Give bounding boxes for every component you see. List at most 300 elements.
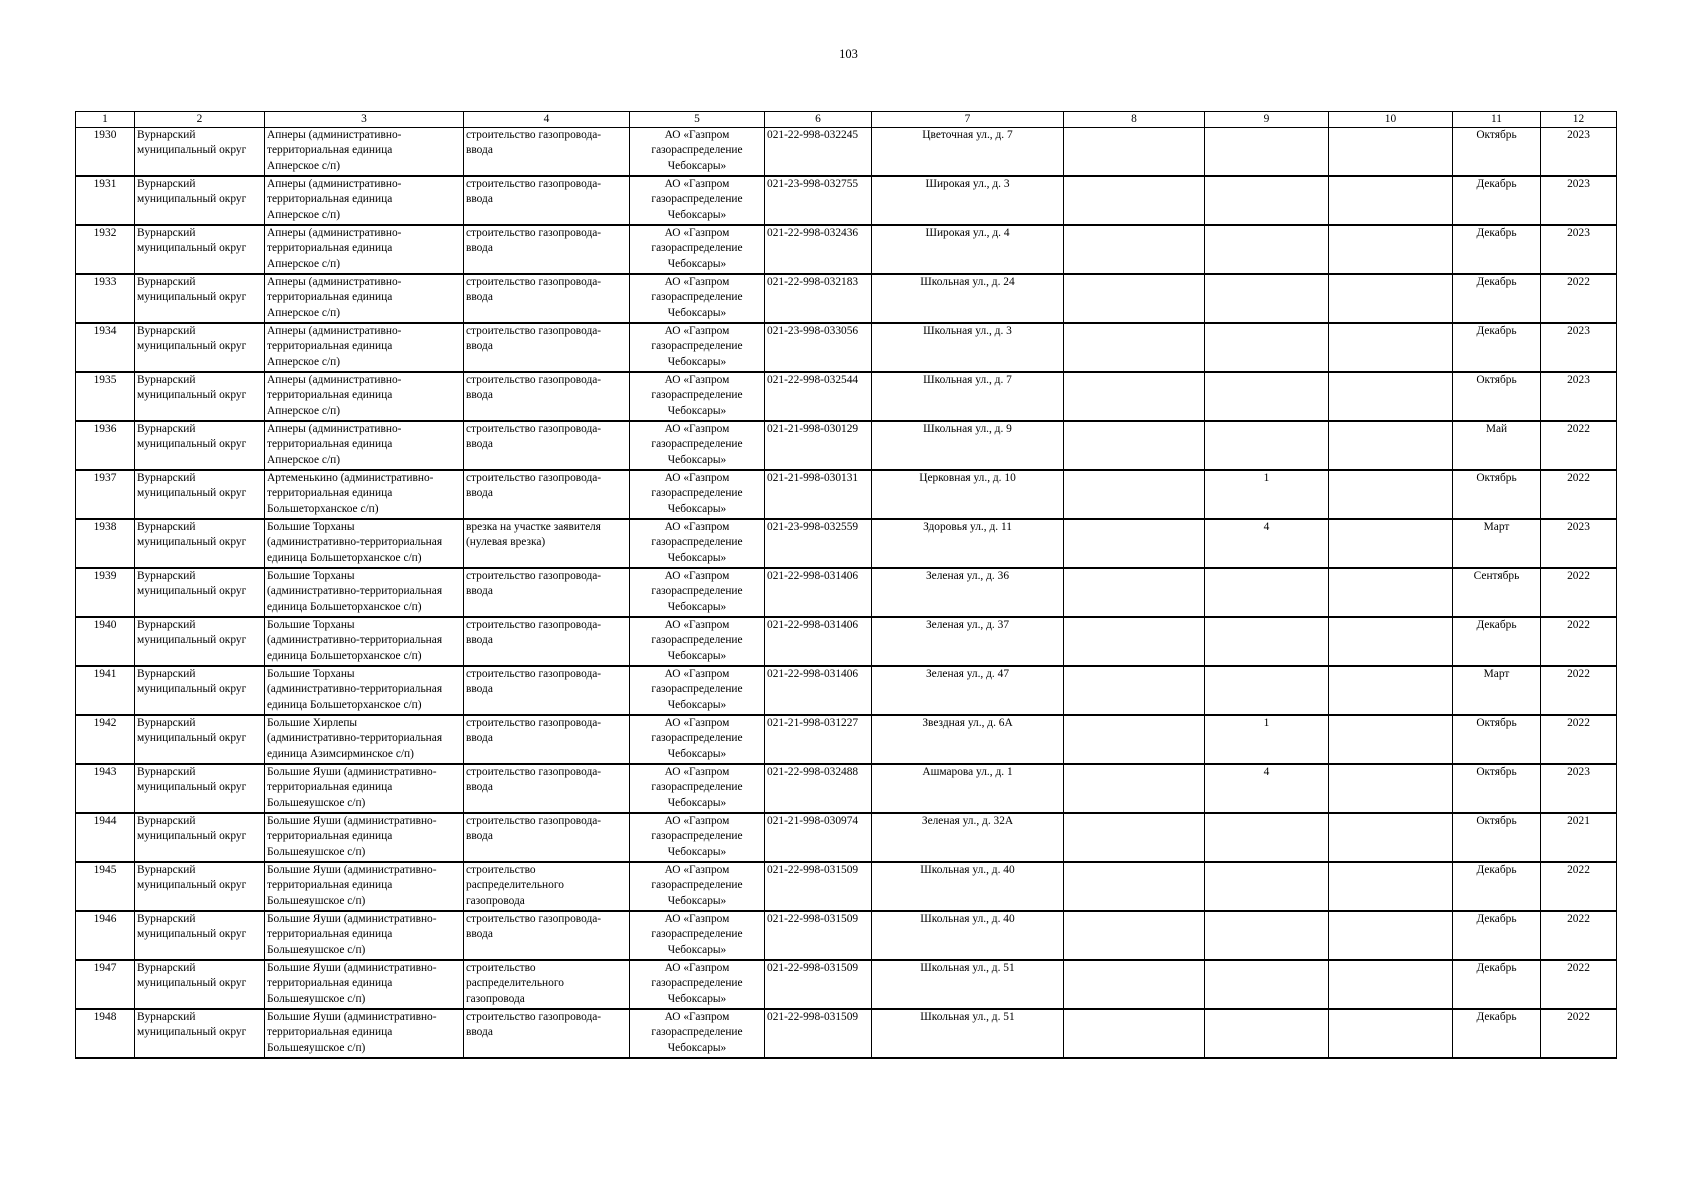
district-cell [135, 519, 265, 568]
district-line: муниципальный округ [137, 977, 247, 990]
organization-line: газораспределение [651, 781, 743, 794]
table-row [76, 225, 1617, 274]
district-cell [135, 862, 265, 911]
district-line: Вурнарский [137, 766, 196, 778]
organization-line: АО «Газпром [664, 962, 730, 974]
work-type-line: ввода [466, 1026, 493, 1039]
object-code-cell: 021-22-998-031406 [765, 666, 872, 715]
work-type-cell [464, 470, 630, 519]
settlement-cell [265, 715, 464, 764]
settlement-cell [265, 911, 464, 960]
organization-cell [630, 519, 765, 568]
district-line: муниципальный округ [137, 585, 247, 598]
settlement-cell [265, 274, 464, 323]
object-code-cell: 021-21-998-030974 [765, 813, 872, 862]
year-cell: 2023 [1541, 225, 1617, 274]
district-line: муниципальный округ [137, 683, 247, 696]
settlement-line: Апнеры (административно- [267, 227, 402, 239]
organization-line: АО «Газпром [664, 864, 730, 876]
work-type-line: ввода [466, 830, 493, 843]
district-line: муниципальный округ [137, 781, 247, 794]
district-line: муниципальный округ [137, 879, 247, 892]
column-number-header: 7 [872, 112, 1064, 128]
month-cell: Декабрь [1453, 911, 1541, 960]
organization-cell [630, 421, 765, 470]
organization-line: Чебоксары» [667, 551, 727, 564]
column-8-cell [1064, 764, 1205, 813]
organization-line: Чебоксары» [667, 355, 727, 368]
object-code-cell: 021-22-998-031406 [765, 617, 872, 666]
work-type-cell [464, 715, 630, 764]
district-line: муниципальный округ [137, 242, 247, 255]
district-line: муниципальный округ [137, 830, 247, 843]
year-cell: 2022 [1541, 715, 1617, 764]
district-line: Вурнарский [137, 472, 196, 484]
district-line: Вурнарский [137, 717, 196, 729]
month-cell: Декабрь [1453, 323, 1541, 372]
column-9-cell [1205, 568, 1329, 617]
district-line: Вурнарский [137, 619, 196, 631]
settlement-cell [265, 372, 464, 421]
organization-line: газораспределение [651, 487, 743, 500]
settlement-line: Большеяушское с/п) [267, 845, 366, 858]
settlement-line: Апнерское с/п) [267, 257, 341, 270]
row-number-cell: 1942 [76, 715, 135, 764]
organization-line: газораспределение [651, 144, 743, 157]
work-type-cell [464, 568, 630, 617]
organization-line: Чебоксары» [667, 747, 727, 760]
district-line: Вурнарский [137, 913, 196, 925]
object-code-cell: 021-22-998-031509 [765, 1009, 872, 1058]
organization-line: Чебоксары» [667, 208, 727, 221]
address-cell: Школьная ул., д. 9 [872, 421, 1064, 470]
district-cell [135, 1009, 265, 1058]
column-8-cell [1064, 470, 1205, 519]
column-10-cell [1329, 568, 1453, 617]
settlement-line: территориальная единица [267, 242, 393, 255]
column-number-header: 10 [1329, 112, 1453, 128]
district-line: Вурнарский [137, 325, 196, 337]
page-number: 103 [839, 47, 858, 61]
district-cell [135, 911, 265, 960]
work-type-line: строительство [466, 864, 536, 876]
district-cell [135, 715, 265, 764]
settlement-line: единица Большеторханское с/п) [267, 551, 422, 564]
settlement-line: Большие Торханы [267, 521, 355, 533]
organization-line: Чебоксары» [667, 404, 727, 417]
district-cell [135, 568, 265, 617]
column-9-cell [1205, 274, 1329, 323]
organization-line: Чебоксары» [667, 306, 727, 319]
organization-line: АО «Газпром [664, 815, 730, 827]
settlement-line: Апнерское с/п) [267, 306, 341, 319]
organization-line: Чебоксары» [667, 159, 727, 172]
column-number-header: 9 [1205, 112, 1329, 128]
column-10-cell [1329, 617, 1453, 666]
settlement-line: Большие Яуши (административно- [267, 864, 437, 876]
organization-cell [630, 128, 765, 177]
settlement-cell [265, 1009, 464, 1058]
month-cell: Октябрь [1453, 372, 1541, 421]
column-number-header: 2 [135, 112, 265, 128]
row-number-cell: 1939 [76, 568, 135, 617]
column-10-cell [1329, 323, 1453, 372]
settlement-line: Большие Торханы [267, 619, 355, 631]
column-10-cell [1329, 960, 1453, 1009]
district-line: муниципальный округ [137, 732, 247, 745]
district-cell [135, 617, 265, 666]
row-number-cell: 1932 [76, 225, 135, 274]
district-line: муниципальный округ [137, 340, 247, 353]
column-number-header: 6 [765, 112, 872, 128]
object-code-cell: 021-22-998-032488 [765, 764, 872, 813]
month-cell: Сентябрь [1453, 568, 1541, 617]
settlement-line: территориальная единица [267, 144, 393, 157]
district-line: муниципальный округ [137, 193, 247, 206]
settlement-cell [265, 862, 464, 911]
work-type-line: ввода [466, 291, 493, 304]
organization-line: Чебоксары» [667, 502, 727, 515]
work-type-line: строительство газопровода- [466, 374, 602, 386]
organization-line: АО «Газпром [664, 717, 730, 729]
organization-line: АО «Газпром [664, 619, 730, 631]
month-cell: Декабрь [1453, 274, 1541, 323]
district-cell [135, 323, 265, 372]
column-9-cell: 4 [1205, 764, 1329, 813]
work-type-line: строительство газопровода- [466, 668, 602, 680]
address-cell: Здоровья ул., д. 11 [872, 519, 1064, 568]
organization-cell [630, 225, 765, 274]
address-cell: Школьная ул., д. 7 [872, 372, 1064, 421]
month-cell: Декабрь [1453, 960, 1541, 1009]
year-cell: 2023 [1541, 764, 1617, 813]
district-line: муниципальный округ [137, 438, 247, 451]
work-type-cell [464, 764, 630, 813]
district-line: Вурнарский [137, 227, 196, 239]
district-line: Вурнарский [137, 668, 196, 680]
district-cell [135, 128, 265, 177]
column-9-cell [1205, 323, 1329, 372]
year-cell: 2021 [1541, 813, 1617, 862]
column-9-cell [1205, 960, 1329, 1009]
organization-cell [630, 764, 765, 813]
settlement-cell [265, 764, 464, 813]
table-row [76, 911, 1617, 960]
settlement-line: единица Большеторханское с/п) [267, 698, 422, 711]
settlement-line: Большие Торханы [267, 668, 355, 680]
address-cell: Школьная ул., д. 51 [872, 1009, 1064, 1058]
work-type-line: строительство газопровода- [466, 1011, 602, 1023]
district-line: Вурнарский [137, 521, 196, 533]
column-10-cell [1329, 715, 1453, 764]
settlement-line: Апнерское с/п) [267, 355, 341, 368]
row-number-cell: 1935 [76, 372, 135, 421]
column-9-cell [1205, 372, 1329, 421]
object-code-cell: 021-23-998-032755 [765, 176, 872, 225]
organization-cell [630, 911, 765, 960]
column-9-cell: 1 [1205, 470, 1329, 519]
district-line: муниципальный округ [137, 487, 247, 500]
district-cell [135, 225, 265, 274]
settlement-line: территориальная единица [267, 487, 393, 500]
address-cell: Зеленая ул., д. 36 [872, 568, 1064, 617]
settlement-line: Большие Хирлепы [267, 717, 358, 729]
work-type-line: ввода [466, 487, 493, 500]
column-8-cell [1064, 813, 1205, 862]
district-line: муниципальный округ [137, 144, 247, 157]
work-type-line: строительство газопровода- [466, 178, 602, 190]
settlement-line: Большеяушское с/п) [267, 894, 366, 907]
row-number-cell: 1930 [76, 128, 135, 177]
organization-line: АО «Газпром [664, 129, 730, 141]
year-cell: 2023 [1541, 128, 1617, 177]
settlement-line: Апнеры (административно- [267, 325, 402, 337]
row-number-cell: 1940 [76, 617, 135, 666]
work-type-line: ввода [466, 683, 493, 696]
organization-line: АО «Газпром [664, 178, 730, 190]
settlement-line: Апнерское с/п) [267, 453, 341, 466]
organization-cell [630, 372, 765, 421]
district-cell [135, 421, 265, 470]
column-8-cell [1064, 1009, 1205, 1058]
work-type-cell [464, 372, 630, 421]
column-number-header: 11 [1453, 112, 1541, 128]
table-row [76, 1009, 1617, 1058]
settlement-line: (административно-территориальная [267, 634, 443, 647]
organization-line: газораспределение [651, 291, 743, 304]
month-cell: Октябрь [1453, 470, 1541, 519]
settlement-line: единица Азимсирминское с/п) [267, 747, 414, 760]
settlement-line: территориальная единица [267, 781, 393, 794]
settlement-line: Апнерское с/п) [267, 208, 341, 221]
table-row [76, 128, 1617, 177]
column-10-cell [1329, 274, 1453, 323]
address-cell: Ашмарова ул., д. 1 [872, 764, 1064, 813]
month-cell: Октябрь [1453, 715, 1541, 764]
work-type-line: строительство газопровода- [466, 619, 602, 631]
settlement-line: Апнеры (административно- [267, 276, 402, 288]
work-type-line: ввода [466, 144, 493, 157]
row-number-cell: 1948 [76, 1009, 135, 1058]
district-line: муниципальный округ [137, 389, 247, 402]
column-number-header: 1 [76, 112, 135, 128]
settlement-line: Апнеры (административно- [267, 423, 402, 435]
work-type-line: строительство газопровода- [466, 766, 602, 778]
column-10-cell [1329, 225, 1453, 274]
registry-table [75, 111, 1617, 1059]
row-number-cell: 1937 [76, 470, 135, 519]
table-row [76, 176, 1617, 225]
row-number-cell: 1947 [76, 960, 135, 1009]
year-cell: 2022 [1541, 960, 1617, 1009]
year-cell: 2022 [1541, 470, 1617, 519]
work-type-cell [464, 960, 630, 1009]
address-cell: Школьная ул., д. 51 [872, 960, 1064, 1009]
table-row [76, 421, 1617, 470]
column-8-cell [1064, 862, 1205, 911]
district-cell [135, 764, 265, 813]
settlement-line: территориальная единица [267, 977, 393, 990]
year-cell: 2023 [1541, 519, 1617, 568]
organization-line: АО «Газпром [664, 570, 730, 582]
district-line: муниципальный округ [137, 291, 247, 304]
district-cell [135, 960, 265, 1009]
column-9-cell [1205, 813, 1329, 862]
column-number-header: 4 [464, 112, 630, 128]
settlement-line: Большие Яуши (административно- [267, 1011, 437, 1023]
settlement-cell [265, 568, 464, 617]
address-cell: Зеленая ул., д. 47 [872, 666, 1064, 715]
year-cell: 2022 [1541, 568, 1617, 617]
column-8-cell [1064, 128, 1205, 177]
address-cell: Школьная ул., д. 3 [872, 323, 1064, 372]
work-type-line: строительство газопровода- [466, 129, 602, 141]
work-type-line: газопровода [466, 894, 525, 907]
settlement-cell [265, 323, 464, 372]
settlement-line: Большеяушское с/п) [267, 992, 366, 1005]
work-type-cell [464, 519, 630, 568]
month-cell: Март [1453, 666, 1541, 715]
year-cell: 2022 [1541, 274, 1617, 323]
table-row [76, 470, 1617, 519]
organization-line: газораспределение [651, 389, 743, 402]
organization-line: Чебоксары» [667, 796, 727, 809]
table-body [76, 128, 1617, 1059]
work-type-cell [464, 862, 630, 911]
work-type-cell [464, 176, 630, 225]
organization-line: АО «Газпром [664, 374, 730, 386]
row-number-cell: 1945 [76, 862, 135, 911]
organization-line: газораспределение [651, 438, 743, 451]
address-cell: Школьная ул., д. 24 [872, 274, 1064, 323]
settlement-line: территориальная единица [267, 340, 393, 353]
work-type-line: строительство газопровода- [466, 717, 602, 729]
column-8-cell [1064, 421, 1205, 470]
table-row [76, 764, 1617, 813]
organization-line: Чебоксары» [667, 992, 727, 1005]
district-line: Вурнарский [137, 374, 196, 386]
month-cell: Декабрь [1453, 225, 1541, 274]
organization-line: газораспределение [651, 340, 743, 353]
year-cell: 2023 [1541, 323, 1617, 372]
work-type-cell [464, 274, 630, 323]
organization-line: АО «Газпром [664, 668, 730, 680]
year-cell: 2022 [1541, 1009, 1617, 1058]
organization-cell [630, 176, 765, 225]
month-cell: Май [1453, 421, 1541, 470]
organization-cell [630, 862, 765, 911]
organization-line: АО «Газпром [664, 521, 730, 533]
year-cell: 2022 [1541, 911, 1617, 960]
work-type-cell [464, 617, 630, 666]
column-10-cell [1329, 1009, 1453, 1058]
settlement-line: территориальная единица [267, 438, 393, 451]
address-cell: Широкая ул., д. 3 [872, 176, 1064, 225]
organization-line: Чебоксары» [667, 649, 727, 662]
settlement-line: (административно-территориальная [267, 732, 443, 745]
month-cell: Октябрь [1453, 764, 1541, 813]
organization-line: АО «Газпром [664, 766, 730, 778]
row-number-cell: 1943 [76, 764, 135, 813]
column-10-cell [1329, 813, 1453, 862]
column-10-cell [1329, 862, 1453, 911]
column-10-cell [1329, 372, 1453, 421]
object-code-cell: 021-22-998-032544 [765, 372, 872, 421]
organization-line: газораспределение [651, 928, 743, 941]
table-row [76, 617, 1617, 666]
address-cell: Церковная ул., д. 10 [872, 470, 1064, 519]
column-9-cell [1205, 225, 1329, 274]
organization-line: Чебоксары» [667, 257, 727, 270]
address-cell: Школьная ул., д. 40 [872, 911, 1064, 960]
settlement-cell [265, 519, 464, 568]
organization-line: Чебоксары» [667, 1041, 727, 1054]
column-8-cell [1064, 617, 1205, 666]
column-10-cell [1329, 666, 1453, 715]
column-number-header: 3 [265, 112, 464, 128]
settlement-line: Апнерское с/п) [267, 159, 341, 172]
object-code-cell: 021-22-998-031509 [765, 911, 872, 960]
row-number-cell: 1946 [76, 911, 135, 960]
work-type-line: распределительного [466, 879, 564, 892]
column-9-cell [1205, 1009, 1329, 1058]
column-8-cell [1064, 911, 1205, 960]
district-cell [135, 176, 265, 225]
work-type-cell [464, 666, 630, 715]
table-row [76, 960, 1617, 1009]
month-cell: Март [1453, 519, 1541, 568]
settlement-cell [265, 225, 464, 274]
month-cell: Декабрь [1453, 1009, 1541, 1058]
object-code-cell: 021-22-998-032245 [765, 128, 872, 177]
district-line: Вурнарский [137, 423, 196, 435]
table-row [76, 323, 1617, 372]
table-row [76, 519, 1617, 568]
object-code-cell: 021-22-998-031509 [765, 862, 872, 911]
work-type-line: ввода [466, 389, 493, 402]
column-9-cell [1205, 666, 1329, 715]
address-cell: Школьная ул., д. 40 [872, 862, 1064, 911]
organization-line: газораспределение [651, 683, 743, 696]
organization-line: газораспределение [651, 879, 743, 892]
district-cell [135, 372, 265, 421]
organization-cell [630, 813, 765, 862]
column-8-cell [1064, 176, 1205, 225]
work-type-line: строительство газопровода- [466, 227, 602, 239]
column-8-cell [1064, 323, 1205, 372]
work-type-line: (нулевая врезка) [466, 536, 546, 549]
district-line: Вурнарский [137, 815, 196, 827]
work-type-line: ввода [466, 928, 493, 941]
settlement-line: территориальная единица [267, 389, 393, 402]
organization-line: Чебоксары» [667, 600, 727, 613]
settlement-line: территориальная единица [267, 193, 393, 206]
settlement-line: единица Большеторханское с/п) [267, 600, 422, 613]
organization-line: Чебоксары» [667, 453, 727, 466]
object-code-cell: 021-22-998-031406 [765, 568, 872, 617]
district-line: Вурнарский [137, 962, 196, 974]
settlement-cell [265, 176, 464, 225]
district-line: муниципальный округ [137, 1026, 247, 1039]
settlement-line: территориальная единица [267, 928, 393, 941]
organization-cell [630, 470, 765, 519]
work-type-line: ввода [466, 438, 493, 451]
column-8-cell [1064, 372, 1205, 421]
work-type-line: строительство газопровода- [466, 325, 602, 337]
district-cell [135, 666, 265, 715]
column-number-header: 8 [1064, 112, 1205, 128]
object-code-cell: 021-21-998-031227 [765, 715, 872, 764]
